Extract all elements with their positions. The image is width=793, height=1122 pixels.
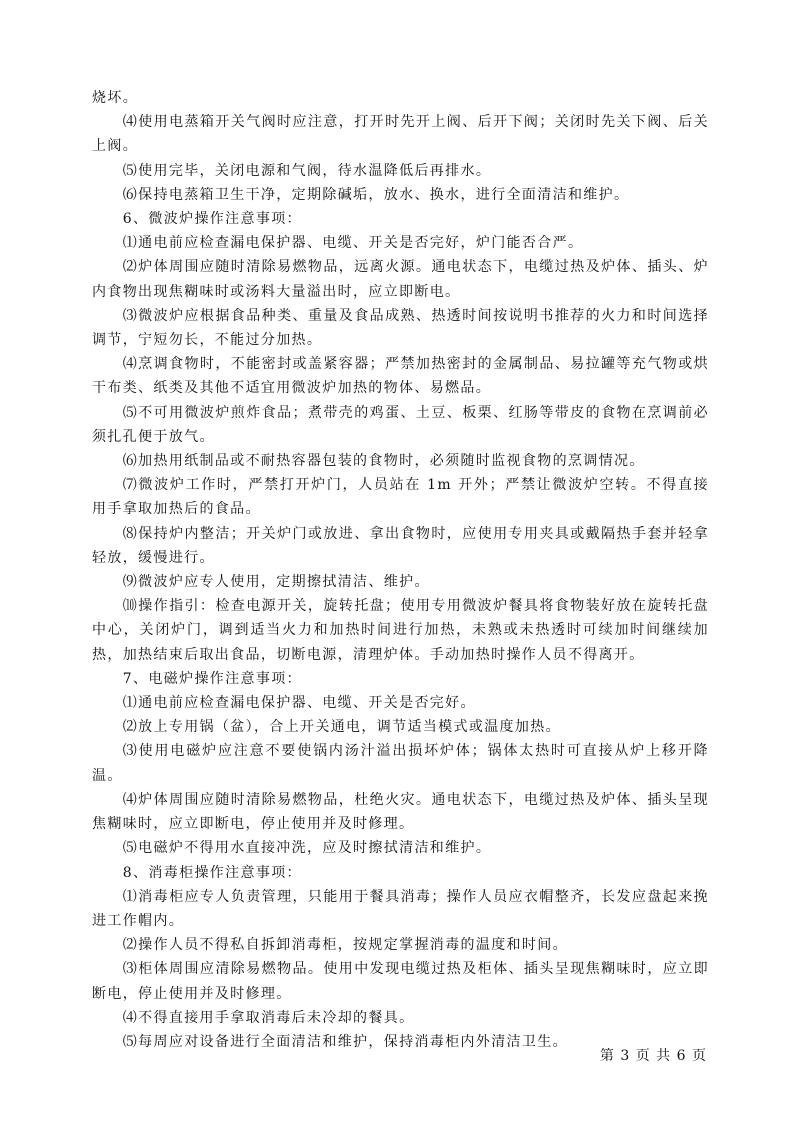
paragraph: ⑻保持炉内整洁；开关炉门或放进、拿出食物时，应使用专用夹具或戴隔热手套并轻拿轻放，缓慢进行。 bbox=[92, 525, 709, 566]
paragraph: ⑵炉体周围应随时清除易燃物品，远离火源。通电状态下，电缆过热及炉体、插头、炉内食物出现焦糊味时或汤料大量溢出时，应立即断电。 bbox=[92, 259, 709, 300]
paragraph: ⑴消毒柜应专人负责管理，只能用于餐具消毒；操作人员应衣帽整齐，长发应盘起来挽进工作帽内。 bbox=[92, 888, 709, 929]
paragraph: ⑽操作指引：检查电源开关，旋转托盘；使用专用微波炉餐具将食物装好放在旋转托盘中心，关闭炉门，调到适当火力和加热时间进行加热，未熟或未热透时可续加时间继续加热，加热结束后取出食品，切断电源，清理炉体。手动加热时操作人员不得离开。 bbox=[92, 598, 709, 663]
page-number: 第 3 页 共 6 页 bbox=[599, 1048, 707, 1064]
paragraph: ⑷烹调食物时，不能密封或盖紧容器；严禁加热密封的金属制品、易拉罐等充气物或烘干布类、纸类及其他不适宜用微波炉加热的物体、易燃品。 bbox=[92, 356, 709, 397]
paragraph: ⑷炉体周围应随时清除易燃物品，杜绝火灾。通电状态下，电缆过热及炉体、插头呈现焦糊味时，应立即断电，停止使用并及时修理。 bbox=[92, 791, 709, 833]
paragraph: ⑸每周应对设备进行全面清洁和维护，保持消毒柜内外清洁卫生。 bbox=[122, 1033, 568, 1050]
paragraph: ⑶微波炉应根据食品种类、重量及食品成熟、热透时间按说明书推荐的火力和时间选择调节，宁短勿长，不能过分加热。 bbox=[92, 307, 709, 349]
paragraph: ⑸电磁炉不得用水直接冲洗，应及时擦拭清洁和维护。 bbox=[122, 840, 492, 857]
paragraph: ⑸不可用微波炉煎炸食品；煮带壳的鸡蛋、土豆、板栗、红肠等带皮的食物在烹调前必须扎孔便于放气。 bbox=[92, 404, 709, 445]
paragraph: 7、电磁炉操作注意事项： bbox=[122, 670, 302, 687]
paragraph: ⑶使用电磁炉应注意不要使锅内汤汁溢出损坏炉体；锅体太热时可直接从炉上移开降温。 bbox=[92, 743, 709, 784]
paragraph: ⑷使用电蒸箱开关气阀时应注意，打开时先开上阀、后开下阀；关闭时先关下阀、后关上阀。 bbox=[92, 114, 709, 155]
paragraph: ⑴通电前应检查漏电保护器、电缆、开关是否完好，炉门能否合严。 bbox=[122, 235, 584, 252]
document-body bbox=[92, 86, 709, 1054]
paragraph: 6、微波炉操作注意事项： bbox=[122, 211, 302, 228]
paragraph: ⑹加热用纸制品或不耐热容器包装的食物时，必须随时监视食物的烹调情况。 bbox=[122, 453, 645, 470]
paragraph: ⑶柜体周围应清除易燃物品。使用中发现电缆过热及柜体、插头呈现焦糊味时，应立即断电，停止使用并及时修理。 bbox=[92, 961, 709, 1002]
paragraph: ⑼微波炉应专人使用，定期擦拭清洁、维护。 bbox=[122, 574, 430, 591]
paragraph: ⑵放上专用锅（盆），合上开关通电，调节适当模式或温度加热。 bbox=[122, 719, 561, 736]
paragraph: ⑷不得直接用手拿取消毒后未冷却的餐具。 bbox=[122, 1009, 415, 1026]
paragraph: ⑵操作人员不得私自拆卸消毒柜，按规定掌握消毒的温度和时间。 bbox=[122, 937, 568, 954]
paragraph: 烧坏。 bbox=[92, 90, 139, 106]
paragraph: ⑸使用完毕，关闭电源和气阀，待水温降低后再排水。 bbox=[122, 162, 492, 179]
paragraph: ⑹保持电蒸箱卫生干净，定期除碱垢，放水、换水，进行全面清洁和维护。 bbox=[122, 186, 630, 203]
paragraph: 8、消毒柜操作注意事项： bbox=[122, 864, 302, 881]
paragraph: ⑺微波炉工作时，严禁打开炉门，人员站在 1m 开外；严禁让微波炉空转。不得直接用手拿取加热后的食品。 bbox=[92, 477, 709, 518]
paragraph: ⑴通电前应检查漏电保护器、电缆、开关是否完好。 bbox=[122, 695, 476, 712]
